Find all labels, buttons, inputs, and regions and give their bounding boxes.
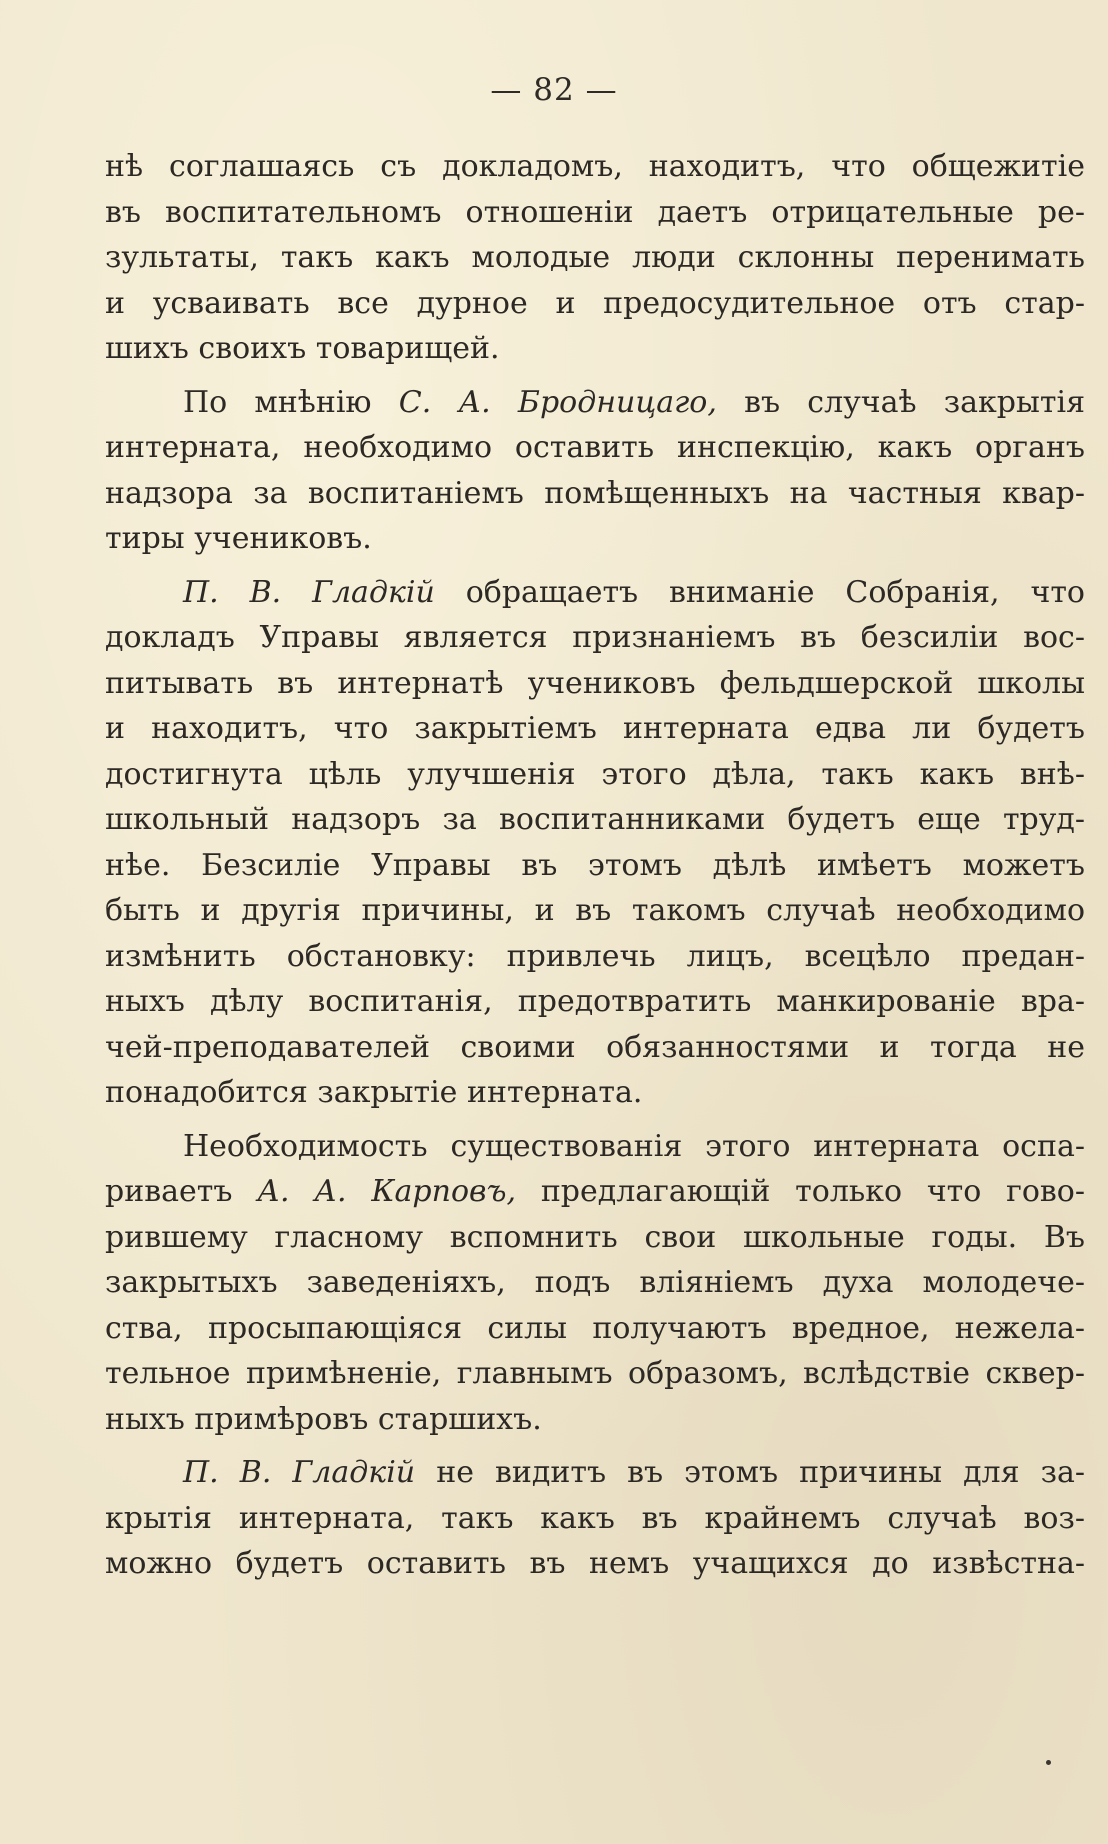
text-line: Необходимость существованія этого интерната оспа- <box>183 1128 1085 1164</box>
text-line <box>105 570 1085 616</box>
paragraph-3 <box>105 570 1085 1116</box>
text-line: быть и другія причины, и въ такомъ случаѣ необходимо <box>105 893 1085 928</box>
text-line <box>105 1450 1085 1496</box>
text-line: можно будетъ оставить въ немъ учащихся до извѣстна- <box>105 1546 1085 1581</box>
text-line: ныхъ примѣровъ старшихъ. <box>105 1401 542 1437</box>
text-line <box>105 380 1085 426</box>
body-text <box>105 144 1085 1595</box>
text-line: тиры учениковъ. <box>105 521 372 556</box>
text-line: крытія интерната, такъ какъ въ крайнемъ случаѣ воз- <box>105 1500 1085 1536</box>
text-line: нѣе. Безсиліе Управы въ этомъ дѣлѣ имѣетъ можетъ <box>105 847 1085 883</box>
text-line: нѣ соглашаясь съ докладомъ, находитъ, что общежитіе <box>105 149 1085 184</box>
text-line <box>105 1169 1085 1215</box>
paragraph-1 <box>105 144 1085 372</box>
text-line: шихъ своихъ товарищей. <box>105 331 500 366</box>
text-line: тельное примѣненіе, главнымъ образомъ, вслѣдствіе сквер- <box>105 1356 1085 1391</box>
text-line: школьный надзоръ за воспитанниками будетъ еще труд- <box>105 802 1085 837</box>
speaker-name: С. А. Бродницаго, <box>398 384 717 420</box>
text-line: въ воспитательномъ отношеніи даетъ отрицательные ре- <box>105 194 1085 230</box>
paragraph-4 <box>105 1124 1085 1443</box>
text-line: ства, просыпающіяся силы получаютъ вредное, нежела- <box>105 1310 1085 1346</box>
text-fragment: не видитъ въ этомъ причины для за- <box>415 1455 1085 1490</box>
text-line: зультаты, такъ какъ молодые люди склонны перенимать <box>105 240 1085 275</box>
text-fragment: обращаетъ вниманіе Собранія, что <box>434 574 1085 610</box>
speaker-name: П. В. Гладкій <box>183 574 435 610</box>
text-line: чей-преподавателей своими обязанностями и тогда не <box>105 1029 1085 1065</box>
text-fragment: По мнѣнію <box>183 384 399 420</box>
text-line: надзора за воспитаніемъ помѣщенныхъ на частныя квар- <box>105 475 1085 511</box>
text-line: докладъ Управы является признаніемъ въ безсиліи вос- <box>105 620 1085 655</box>
text-fragment: риваетъ <box>105 1174 258 1209</box>
page-number: — 82 — <box>490 72 618 108</box>
speaker-name: П. В. Гладкій <box>183 1455 416 1490</box>
text-line: понадобится закрытіе интерната. <box>105 1075 643 1110</box>
text-line: и находитъ, что закрытіемъ интерната едва ли будетъ <box>105 711 1085 746</box>
text-line: рившему гласному вспомнить свои школьные годы. Въ <box>105 1219 1085 1255</box>
text-line: питывать въ интернатѣ учениковъ фельдшерской школы <box>105 665 1085 701</box>
ink-speck <box>1046 1760 1051 1765</box>
text-line: и усваивать все дурное и предосудительное отъ стар- <box>105 285 1085 321</box>
speaker-name: А. А. Карповъ, <box>257 1174 517 1209</box>
text-line: ныхъ дѣлу воспитанія, предотвратить манкированіе вра- <box>105 984 1085 1019</box>
text-fragment: въ случаѣ закрытія <box>716 384 1085 420</box>
text-fragment: предлагающій только что гово- <box>516 1174 1085 1209</box>
text-line: интерната, необходимо оставить инспекцію, какъ органъ <box>105 430 1085 465</box>
paragraph-5 <box>105 1450 1085 1587</box>
text-line: достигнута цѣль улучшенія этого дѣла, такъ какъ внѣ- <box>105 756 1085 792</box>
text-line: измѣнить обстановку: привлечь лицъ, всецѣло предан- <box>105 938 1085 974</box>
text-line: закрытыхъ заведеніяхъ, подъ вліяніемъ духа молодече- <box>105 1265 1085 1300</box>
paragraph-2 <box>105 380 1085 562</box>
